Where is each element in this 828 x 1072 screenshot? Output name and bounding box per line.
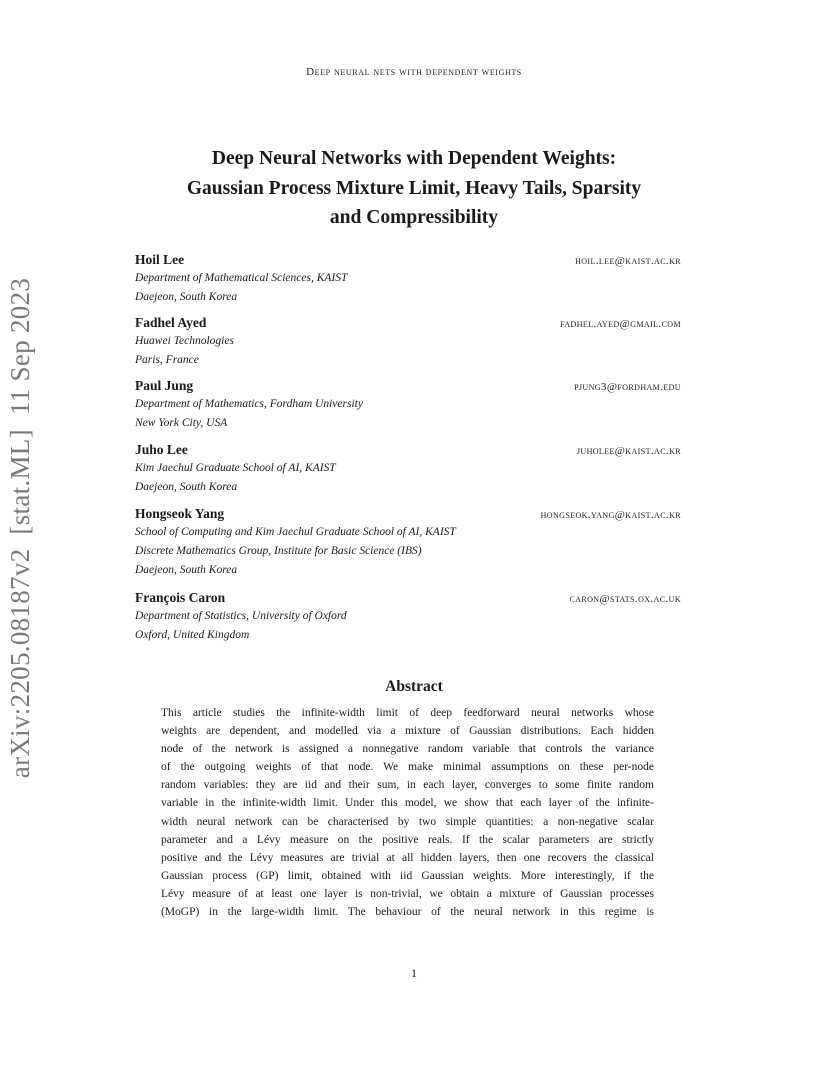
author-affiliation: Department of Statistics, University of Oxford — [135, 610, 347, 622]
author-email: hongseok.yang@kaist.ac.kr — [540, 509, 681, 521]
author-affiliation: Department of Mathematical Sciences, KAIST — [135, 272, 348, 284]
abstract-line: width neural network can be characterised by two simple quantities: a non-negative scalar — [161, 815, 654, 828]
title-line: Deep Neural Networks with Dependent Weights: — [211, 148, 617, 169]
arxiv-stamp — [3, 268, 37, 788]
arxiv-category: [stat.ML] — [4, 429, 35, 535]
author-affiliation: Department of Mathematics, Fordham University — [135, 398, 363, 410]
author-name: François Caron — [135, 590, 226, 605]
page-number: 1 — [411, 966, 417, 980]
author-name: Hongseok Yang — [135, 506, 225, 521]
author-block — [135, 589, 681, 645]
author-name: Juho Lee — [135, 442, 188, 457]
arxiv-date: 11 Sep 2023 — [4, 277, 35, 416]
running-head: Deep neural nets with dependent weights — [306, 66, 522, 78]
abstract-line: node of the network is assigned a nonnegative random variable that controls the variance — [161, 743, 654, 756]
author-name: Hoil Lee — [135, 252, 185, 267]
abstract-line: This article studies the infinite-width limit of deep feedforward neural networks whose — [161, 707, 654, 719]
author-name: Fadhel Ayed — [135, 315, 207, 330]
abstract-heading: Abstract — [385, 678, 443, 695]
author-email: juholee@kaist.ac.kr — [576, 445, 681, 457]
abstract-line: positive and the Lévy measures are trivial at all hidden layers, then one recovers the classical — [161, 851, 654, 864]
author-block — [135, 505, 681, 580]
author-name: Paul Jung — [135, 378, 194, 393]
abstract-line: of the outgoing weights of that node. We make minimal assumptions on these per-node — [161, 761, 654, 774]
abstract-line: variable in the infinite-width limit. Under this model, we show that each layer of the infinite- — [161, 797, 654, 810]
author-email: hoil.lee@kaist.ac.kr — [575, 255, 681, 267]
author-affiliation: Paris, France — [135, 354, 199, 366]
author-block — [135, 251, 681, 307]
abstract-body — [161, 704, 654, 921]
title-line: and Compressibility — [329, 207, 499, 228]
author-affiliation: New York City, USA — [135, 417, 228, 429]
abstract-line: weights are dependent, and modelled via a mixture of Gaussian distributions. Each hidden — [161, 725, 654, 738]
abstract-line: parameter and a Lévy measure on the positive reals. If the scalar parameters are strictly — [161, 833, 654, 846]
author-block — [135, 441, 681, 497]
abstract-line: Lévy measure of at least one layer is non-trivial, we obtain a mixture of Gaussian processes — [161, 887, 654, 900]
author-email: pjung3@fordham.edu — [574, 381, 681, 393]
paper-title — [100, 144, 728, 233]
author-affiliation: Daejeon, South Korea — [135, 481, 238, 493]
author-email: caron@stats.ox.ac.uk — [569, 593, 681, 605]
abstract-line: random variables: they are iid and their sum, in each layer, converges to some finite random — [161, 779, 654, 792]
author-block — [135, 314, 681, 370]
author-affiliation: Oxford, United Kingdom — [135, 629, 250, 641]
arxiv-id: arXiv:2205.08187v2 — [4, 548, 35, 779]
author-email: fadhel.ayed@gmail.com — [560, 318, 681, 330]
author-block — [135, 377, 681, 433]
author-affiliation: Kim Jaechul Graduate School of AI, KAIST — [135, 462, 336, 474]
author-affiliation: Discrete Mathematics Group, Institute for Basic Science (IBS) — [135, 545, 422, 557]
author-affiliation: Daejeon, South Korea — [135, 564, 238, 576]
abstract-line: Gaussian process (GP) limit, obtained with iid Gaussian weights. More interestingly, if the — [161, 869, 654, 882]
author-affiliation: Huawei Technologies — [135, 335, 234, 347]
author-affiliation: School of Computing and Kim Jaechul Graduate School of AI, KAIST — [135, 526, 456, 538]
author-affiliation: Daejeon, South Korea — [135, 291, 238, 303]
abstract-line: (MoGP) in the large-width limit. The behaviour of the neural network in this regime is — [161, 906, 654, 919]
title-line: Gaussian Process Mixture Limit, Heavy Tails, Sparsity — [186, 177, 642, 199]
